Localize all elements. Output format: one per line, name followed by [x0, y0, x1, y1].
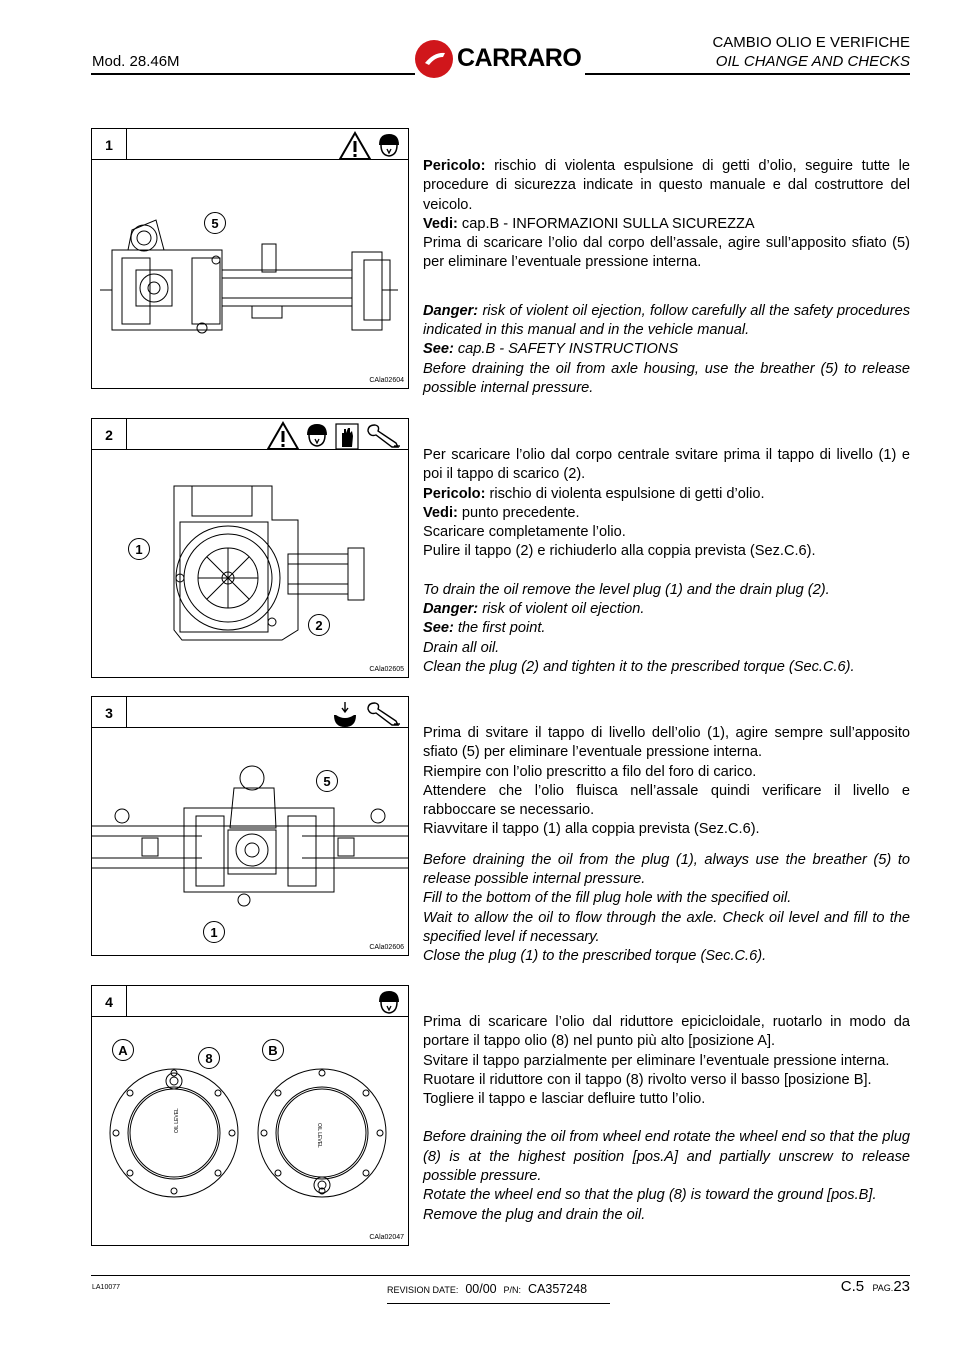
figure-number: 1 — [92, 129, 127, 160]
wheel-end-drawing — [92, 1017, 408, 1245]
title-italian: CAMBIO OLIO E VERIFICHE — [712, 34, 910, 51]
figure-3 — [91, 696, 409, 956]
figure-code: CAla02047 — [369, 1234, 404, 1241]
section-3-text: Prima di svitare il tappo di livello dell’olio (1), agire sempre sull’apposito sfiato (5) per eliminare l’eventuale pressione interna. Riempire con l’olio prescritto a filo del foro di carico. Attendere che l’olio fluisca nell’assale quindi verificare il livello e rabboccare se necessario. Riavvitare il tappo (1) alla coppia prevista (Sez.C.6). Before draining the oil from the plug (1), always use the breather (5) to release possible internal pressure. Fill to the bottom of the fill plug hole with the specified oil. Wait to allow the oil to flow through the axle. Check oil level and fill to the specified level if necessary. Close the plug (1) to the prescribed torque (Sec.C.6). — [423, 725, 910, 965]
glove-icon — [334, 421, 360, 451]
wrench-icon — [364, 421, 402, 451]
header-rule-right — [585, 73, 910, 75]
figure-code: CAla02605 — [369, 666, 404, 673]
revision-underline — [387, 1303, 610, 1304]
figure-4 — [91, 985, 409, 1246]
callout-8: 8 — [198, 1047, 220, 1069]
figure-number: 4 — [92, 986, 127, 1017]
face-shield-icon — [376, 131, 402, 161]
figure-code: CAla02604 — [369, 377, 404, 384]
callout-5: 5 — [316, 770, 338, 792]
figure-1 — [91, 128, 409, 389]
brand-name: CARRARO — [457, 44, 582, 72]
axle-drawing-1 — [92, 160, 408, 388]
figure-number: 2 — [92, 419, 127, 450]
callout-1: 1 — [128, 538, 150, 560]
oil-drop-icon — [330, 699, 360, 729]
oil-level-label-b: OIL LEVEL — [316, 1123, 322, 1148]
section-2-text: Per scaricare l’olio dal corpo centrale svitare prima il tappo di livello (1) e poi il tappo di scarico (2). Pericolo: rischio di violenta espulsione di getti d’olio. Vedi: punto precedente. Scaricare completamente l’olio. Pulire il tappo (2) e richiuderlo alla coppia prevista (Sez.C.6). To drain the oil remove the level plug (1) and the drain plug (2). Danger: risk of violent oil ejection. See: the first point. Drain all oil. Clean the plug (2) and tighten it to the prescribed torque (Sec.C.6). — [423, 447, 910, 675]
face-shield-icon — [376, 988, 402, 1018]
callout-1: 1 — [203, 921, 225, 943]
footer-rule — [91, 1275, 910, 1276]
callout-2: 2 — [308, 614, 330, 636]
figure-2 — [91, 418, 409, 678]
figure-code: CAla02606 — [369, 944, 404, 951]
callout-a: A — [112, 1039, 134, 1061]
wrench-icon — [364, 699, 402, 729]
callout-b: B — [262, 1039, 284, 1061]
carraro-logo — [413, 38, 591, 80]
warning-triangle-icon — [338, 131, 372, 161]
figure-number: 3 — [92, 697, 127, 728]
oil-level-label-a: OIL LEVEL — [174, 1108, 180, 1133]
document-code: LA10077 — [92, 1284, 121, 1291]
center-housing-drawing — [92, 450, 408, 677]
face-shield-icon — [304, 421, 330, 451]
warning-triangle-icon — [266, 421, 300, 451]
header-rule-left — [91, 73, 415, 75]
section-1-text: Pericolo: rischio di violenta espulsione di getti d’olio, seguire tutte le procedure di sicurezza indicate in questo manuale e dal costruttore del veicolo. Vedi: cap.B - INFORMAZIONI SULLA SICUREZZA Prima di scaricare l’olio dal corpo dell’assale, agire sull’apposito sfiato (5) per eliminare l’eventuale pressione interna. Danger: risk of violent oil ejection, follow carefully all the safety procedures indicated in this manual and in the vehicle manual. See: cap.B - SAFETY INSTRUCTIONS Before draining the oil from axle housing, use the breather (5) to release possible internal pressure. — [423, 158, 910, 396]
revision-info: REVISION DATE: 00/00 P/N: CA357248 — [387, 1282, 588, 1296]
callout-5: 5 — [204, 212, 226, 234]
title-english: OIL CHANGE AND CHECKS — [715, 53, 910, 70]
axle-drawing-3 — [92, 728, 408, 955]
section-4-text: Prima di scaricare l’olio dal riduttore epicicloidale, ruotarlo in modo da portare il tappo olio (8) nel punto più alto [posizione A]. Svitare il tappo parzialmente per eliminare l’eventuale pressione interna. Ruotare il riduttore con il tappo (8) rivolto verso il basso [posizione B]. Togliere il tappo e lasciar defluire tutto l’olio. Before draining the oil from wheel end rotate the wheel end so that the plug (8) is at the highest position [pos.A] and partially unscrew to release possible pressure. Rotate the wheel end so that the plug (8) is toward the ground [pos.B]. Remove the plug and drain the oil. — [423, 1014, 910, 1223]
page-title — [712, 33, 910, 71]
model-label: Mod. 28.46M — [92, 53, 180, 70]
page-number: C.5 PAG.23 — [840, 1278, 910, 1295]
carraro-emblem-icon — [413, 38, 455, 80]
